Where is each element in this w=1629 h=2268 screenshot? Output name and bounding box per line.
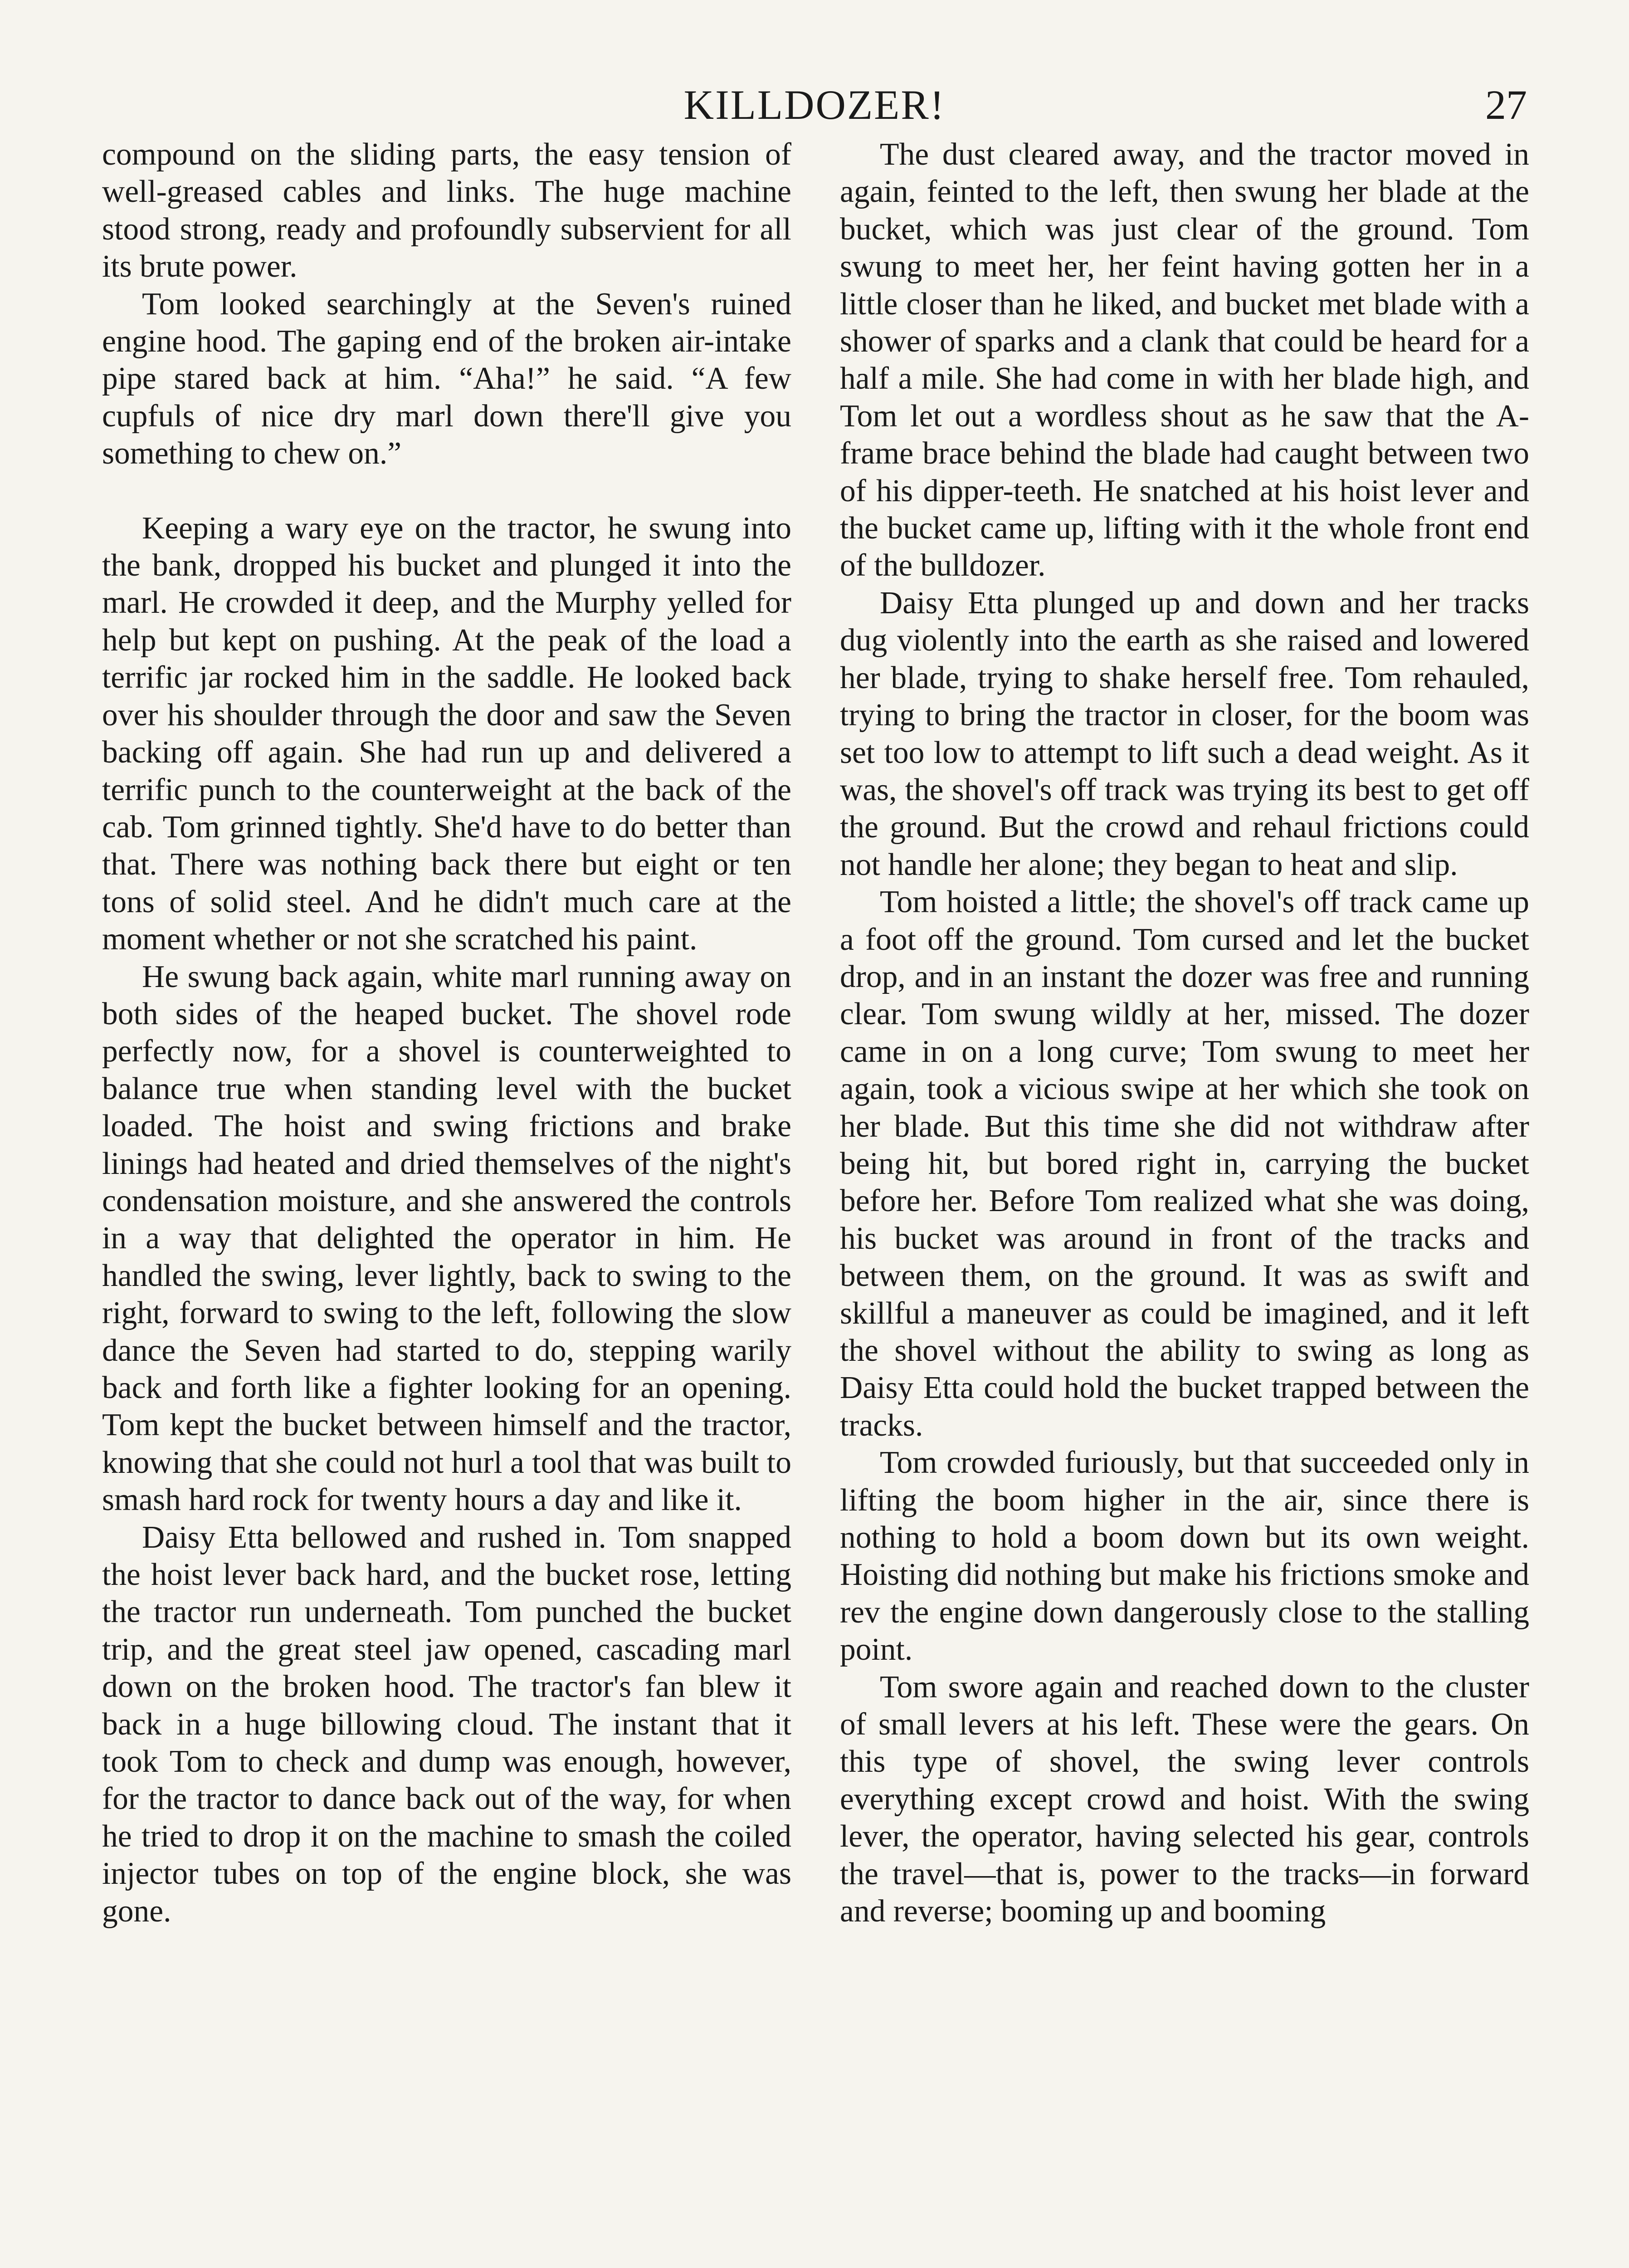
- left-column: [102, 136, 791, 1930]
- paragraph: Daisy Etta bellowed and rushed in. Tom snapped the hoist lever back hard, and the bucket rose, letting the tractor run underneath. Tom punched the bucket trip, and the great steel jaw opened, cascading marl down on the broken hood. The tractor's fan blew it back in a huge billowing cloud. The instant that it took Tom to check and dump was enough, however, for the tractor to dance back out of the way, for when he tried to drop it on the machine to smash the coiled injector tubes on top of the engine block, she was gone.: [102, 1520, 791, 1929]
- paragraph: Daisy Etta plunged up and down and her tracks dug violently into the earth as she raised and lowered her blade, trying to shake herself free. Tom rehauled, trying to bring the tractor in closer, for the boom was set too low to attempt to lift such a dead weight. As it was, the shovel's off track was trying its best to get off the ground. But the crowd and rehaul frictions could not handle her alone; they began to heat and slip.: [840, 585, 1529, 882]
- paragraph: Tom looked searchingly at the Seven's ruined engine hood. The gaping end of the broken air-intake pipe stared back at him. “Aha!” he said. “A few cupfuls of nice dry marl down there'll give you something to chew on.”: [102, 286, 791, 471]
- paragraph: Tom crowded furiously, but that succeeded only in lifting the boom higher in the air, since there is nothing to hold a boom down but its own weight. Hoisting did nothing but make his frictions smoke and rev the engine down dangerously close to the stalling point.: [840, 1445, 1529, 1667]
- paragraph: The dust cleared away, and the tractor moved in again, feinted to the left, then swung her blade at the bucket, which was just clear of the ground. Tom swung to meet her, her feint having gotten her in a little closer than he liked, and bucket met blade with a shower of sparks and a clank that could be heard for a half a mile. She had come in with her blade high, and Tom let out a wordless shout as he saw that the A-frame brace behind the blade had caught between two of his dipper-teeth. He snatched at his hoist lever and the bucket came up, lifting with it the whole front end of the bulldozer.: [840, 137, 1529, 583]
- paragraph: Tom swore again and reached down to the cluster of small levers at his left. These were the gears. On this type of shovel, the swing lever controls everything except crowd and hoist. With the swing lever, the operator, having selected his gear, controls the travel—that is, power to the tracks—in forward and reverse; booming up and booming: [840, 1669, 1529, 1929]
- paragraph: Tom hoisted a little; the shovel's off track came up a foot off the ground. Tom cursed and let the bucket drop, and in an instant the dozer was free and running clear. Tom swung wildly at her, missed. The dozer came in on a long curve; Tom swung to meet her again, took a vicious swipe at her which she took on her blade. But this time she did not withdraw after being hit, but bored right in, carrying the bucket before her. Before Tom realized what she was doing, his bucket was around in front of the tracks and between them, on the ground. It was as swift and skillful a maneuver as could be imagined, and it left the shovel without the ability to swing as long as Daisy Etta could hold the bucket trapped between the tracks.: [840, 885, 1529, 1443]
- paragraph: He swung back again, white marl running away on both sides of the heaped bucket. The shovel rode perfectly now, for a shovel is counterweighted to balance true when standing level with the bucket loaded. The hoist and swing frictions and brake linings had heated and dried themselves of the night's condensation moisture, and she answered the controls in a way that delighted the operator in him. He handled the swing, lever lightly, back to swing to the right, forward to swing to the left, following the slow dance the Seven had started to do, stepping warily back and forth like a fighter looking for an opening. Tom kept the bucket between himself and the tractor, knowing that she could not hurl a tool that was built to smash hard rock for twenty hours a day and like it.: [102, 959, 791, 1518]
- right-column: [840, 136, 1529, 1931]
- paragraph: compound on the sliding parts, the easy tension of well-greased cables and links. The huge machine stood strong, ready and profoundly subservient for all its brute power.: [102, 137, 791, 284]
- paragraph: Keeping a wary eye on the tractor, he swung into the bank, dropped his bucket and plunged it into the marl. He crowded it deep, and the Murphy yelled for help but kept on pushing. At the peak of the load a terrific jar rocked him in the saddle. He looked back over his shoulder through the door and saw the Seven backing off again. She had run up and delivered a terrific punch to the counterweight at the back of the cab. Tom grinned tightly. She'd have to do better than that. There was nothing back there but eight or ten tons of solid steel. And he didn't much care at the moment whether or not she scratched his paint.: [102, 510, 791, 957]
- page-number: 27: [1485, 82, 1527, 128]
- running-title: KILLDOZER!: [683, 82, 946, 128]
- page-header: [102, 81, 1527, 135]
